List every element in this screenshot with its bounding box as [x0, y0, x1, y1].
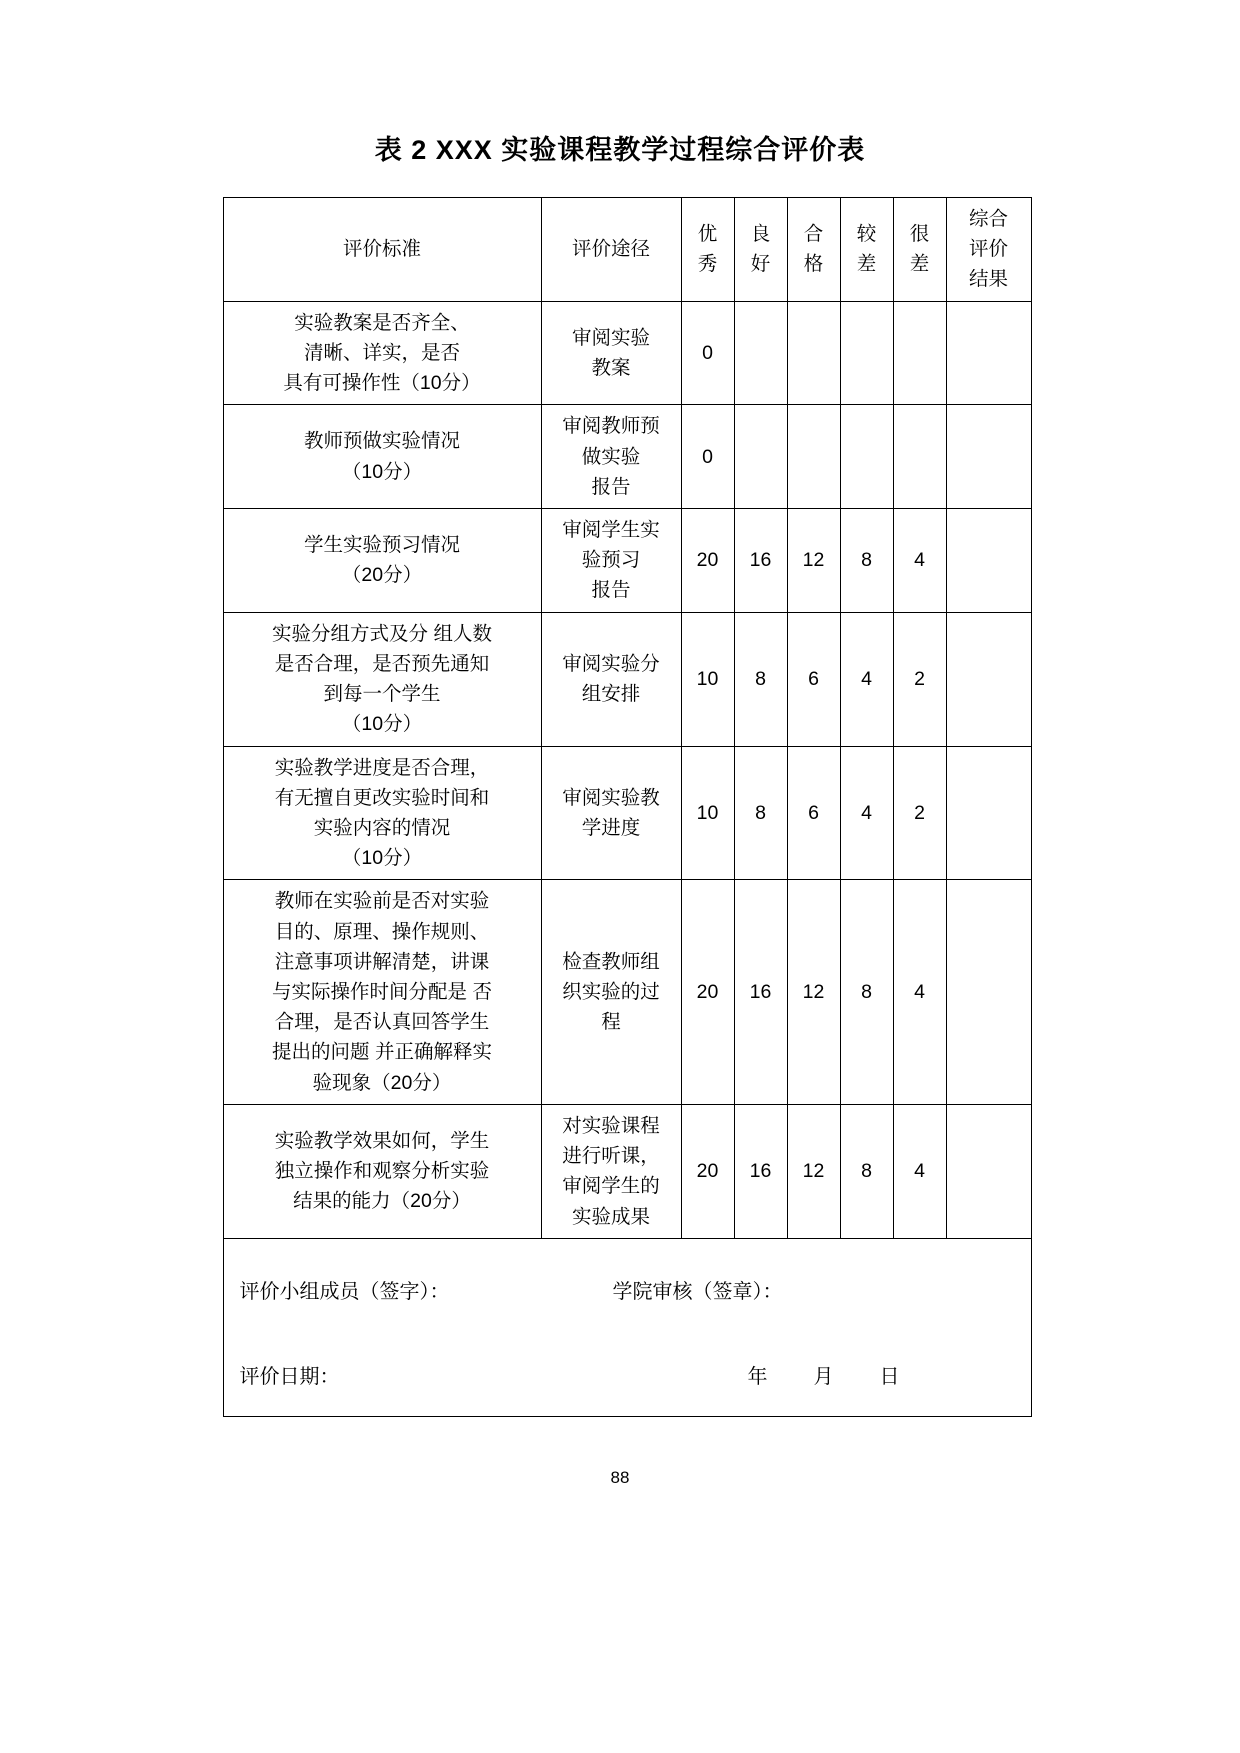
score-excellent[interactable]: 10	[681, 746, 734, 880]
header-result	[946, 198, 1031, 302]
row-criteria	[223, 301, 541, 405]
row-result[interactable]	[946, 301, 1031, 405]
score-excellent[interactable]: 0	[681, 301, 734, 405]
header-criteria: 评价标准	[223, 198, 541, 302]
score-good[interactable]: 8	[734, 612, 787, 746]
score-pass[interactable]	[787, 405, 840, 509]
criteria-line: 结果的能力（20分）	[293, 1190, 471, 1213]
criteria-line: 具有可操作性（10分）	[283, 372, 481, 395]
criteria-line: 独立操作和观察分析实验	[274, 1160, 490, 1183]
score-bad[interactable]: 4	[893, 880, 946, 1105]
header-pass-line1: 合	[803, 223, 824, 246]
criteria-line: 验现象（20分）	[312, 1071, 452, 1094]
method-line: 进行听课，	[562, 1145, 660, 1168]
header-poor-line1: 较	[856, 223, 877, 246]
members-signature-label: 评价小组成员（签字）：	[239, 1280, 450, 1303]
score-pass[interactable]: 12	[787, 880, 840, 1105]
header-result-line3: 结果	[968, 268, 1008, 291]
header-pass-line2: 格	[803, 253, 824, 276]
header-bad-line1: 很	[909, 223, 930, 246]
criteria-line: 实验内容的情况	[313, 816, 451, 839]
score-pass[interactable]: 12	[787, 508, 840, 612]
score-poor[interactable]: 8	[840, 880, 893, 1105]
score-good[interactable]: 16	[734, 880, 787, 1105]
score-bad[interactable]	[893, 301, 946, 405]
method-line: 审阅学生的	[562, 1175, 660, 1198]
criteria-line: 实验教案是否齐全、	[294, 311, 470, 334]
row-method	[541, 508, 681, 612]
row-result[interactable]	[946, 880, 1031, 1105]
criteria-line: 目的、原理、操作规则、	[274, 920, 490, 943]
header-good-line2: 好	[750, 253, 771, 276]
score-poor[interactable]	[840, 405, 893, 509]
college-review-label: 学院审核（签章）：	[612, 1280, 783, 1303]
header-good-line1: 良	[750, 223, 771, 246]
row-method	[541, 405, 681, 509]
score-bad[interactable]: 2	[893, 612, 946, 746]
evaluation-table-wrapper	[223, 197, 1018, 1417]
score-pass[interactable]: 12	[787, 1104, 840, 1238]
method-line: 审阅实验分	[562, 652, 660, 675]
year-label: 年	[747, 1365, 770, 1388]
month-label: 月	[813, 1365, 836, 1388]
header-method: 评价途径	[541, 198, 681, 302]
criteria-line: 教师预做实验情况	[303, 430, 460, 453]
criteria-line: 提出的问题 并正确解释实	[272, 1041, 492, 1064]
signature-section	[223, 1238, 1031, 1416]
method-line: 实验成果	[571, 1205, 650, 1228]
criteria-line: （20分）	[341, 564, 423, 587]
score-bad[interactable]: 4	[893, 1104, 946, 1238]
row-result[interactable]	[946, 612, 1031, 746]
header-poor	[840, 198, 893, 302]
header-pass	[787, 198, 840, 302]
score-pass[interactable]: 6	[787, 746, 840, 880]
date-ymd	[748, 1362, 946, 1393]
score-excellent[interactable]: 20	[681, 508, 734, 612]
criteria-line: （10分）	[341, 847, 423, 870]
row-criteria	[223, 405, 541, 509]
header-excellent	[681, 198, 734, 302]
table-row	[223, 405, 1031, 509]
evaluation-table	[223, 197, 1032, 1417]
row-result[interactable]	[946, 405, 1031, 509]
criteria-line: 学生实验预习情况	[303, 534, 460, 557]
score-poor[interactable]: 4	[840, 746, 893, 880]
method-line: 检查教师组	[562, 950, 660, 973]
page-number: 88	[610, 1468, 630, 1487]
criteria-line: 是否合理，是否预先通知	[274, 652, 490, 675]
criteria-line: 与实际操作时间分配是 否	[272, 981, 492, 1004]
method-line: 审阅实验	[571, 326, 650, 349]
method-line: 审阅学生实	[562, 518, 660, 541]
criteria-line: 实验分组方式及分 组人数	[272, 622, 492, 645]
method-line: 报告	[591, 579, 631, 602]
criteria-line: 有无擅自更改实验时间和	[274, 786, 490, 809]
method-line: 做实验	[581, 445, 641, 468]
header-excellent-line2: 秀	[697, 253, 718, 276]
method-line: 织实验的过	[562, 981, 660, 1004]
method-line: 审阅实验教	[562, 786, 660, 809]
method-line: 审阅教师预	[562, 415, 660, 438]
table-row	[223, 746, 1031, 880]
score-bad[interactable]: 4	[893, 508, 946, 612]
criteria-line: 合理，是否认真回答学生	[274, 1011, 490, 1034]
page-title: 表 2 XXX 实验课程教学过程综合评价表	[374, 135, 866, 165]
header-result-line1: 综合	[968, 208, 1008, 230]
criteria-line: 教师在实验前是否对实验	[274, 890, 490, 913]
method-line: 程	[601, 1011, 621, 1034]
row-criteria	[223, 612, 541, 746]
row-method	[541, 1104, 681, 1238]
criteria-line: 实验教学效果如何，学生	[274, 1130, 490, 1153]
score-poor[interactable]: 4	[840, 612, 893, 746]
row-criteria	[223, 1104, 541, 1238]
score-good[interactable]: 16	[734, 1104, 787, 1238]
score-good[interactable]: 8	[734, 746, 787, 880]
criteria-line: 到每一个学生	[323, 683, 441, 706]
row-result[interactable]	[946, 1104, 1031, 1238]
score-poor[interactable]: 8	[840, 1104, 893, 1238]
row-result[interactable]	[946, 508, 1031, 612]
evaluation-date-label: 评价日期：	[239, 1365, 340, 1388]
row-criteria	[223, 880, 541, 1105]
header-result-line2: 评价	[968, 238, 1008, 261]
header-excellent-line1: 优	[697, 223, 718, 246]
score-good[interactable]: 16	[734, 508, 787, 612]
header-bad-line2: 差	[909, 253, 930, 276]
method-line: 教案	[591, 356, 631, 379]
score-bad[interactable]	[893, 405, 946, 509]
header-bad	[893, 198, 946, 302]
criteria-line: 注意事项讲解清楚，讲课	[274, 950, 490, 973]
score-good[interactable]	[734, 301, 787, 405]
score-good[interactable]	[734, 405, 787, 509]
score-poor[interactable]: 8	[840, 508, 893, 612]
score-excellent[interactable]: 10	[681, 612, 734, 746]
criteria-line: （10分）	[341, 713, 423, 736]
day-label: 日	[879, 1365, 902, 1388]
table-row	[223, 301, 1031, 405]
table-row	[223, 508, 1031, 612]
score-excellent[interactable]: 20	[681, 1104, 734, 1238]
method-line: 对实验课程	[562, 1114, 660, 1137]
row-criteria	[223, 746, 541, 880]
method-line: 学进度	[581, 816, 641, 839]
method-line: 组安排	[581, 683, 641, 706]
score-bad[interactable]: 2	[893, 746, 946, 880]
table-row	[223, 880, 1031, 1105]
criteria-line: 清晰、详实，是否	[303, 341, 460, 364]
header-poor-line2: 差	[856, 253, 877, 276]
method-line: 验预习	[581, 549, 641, 572]
row-method	[541, 880, 681, 1105]
row-method	[541, 301, 681, 405]
table-footer-row	[223, 1238, 1031, 1416]
score-pass[interactable]: 6	[787, 612, 840, 746]
row-method	[541, 746, 681, 880]
score-excellent[interactable]: 0	[681, 405, 734, 509]
row-method	[541, 612, 681, 746]
table-row	[223, 1104, 1031, 1238]
row-result[interactable]	[946, 746, 1031, 880]
header-good	[734, 198, 787, 302]
score-poor[interactable]	[840, 301, 893, 405]
method-line: 报告	[591, 475, 631, 498]
table-header-row	[223, 198, 1031, 302]
score-excellent[interactable]: 20	[681, 880, 734, 1105]
criteria-line: （10分）	[341, 460, 423, 483]
criteria-line: 实验教学进度是否合理，	[274, 756, 490, 779]
row-criteria	[223, 508, 541, 612]
score-pass[interactable]	[787, 301, 840, 405]
table-row	[223, 612, 1031, 746]
